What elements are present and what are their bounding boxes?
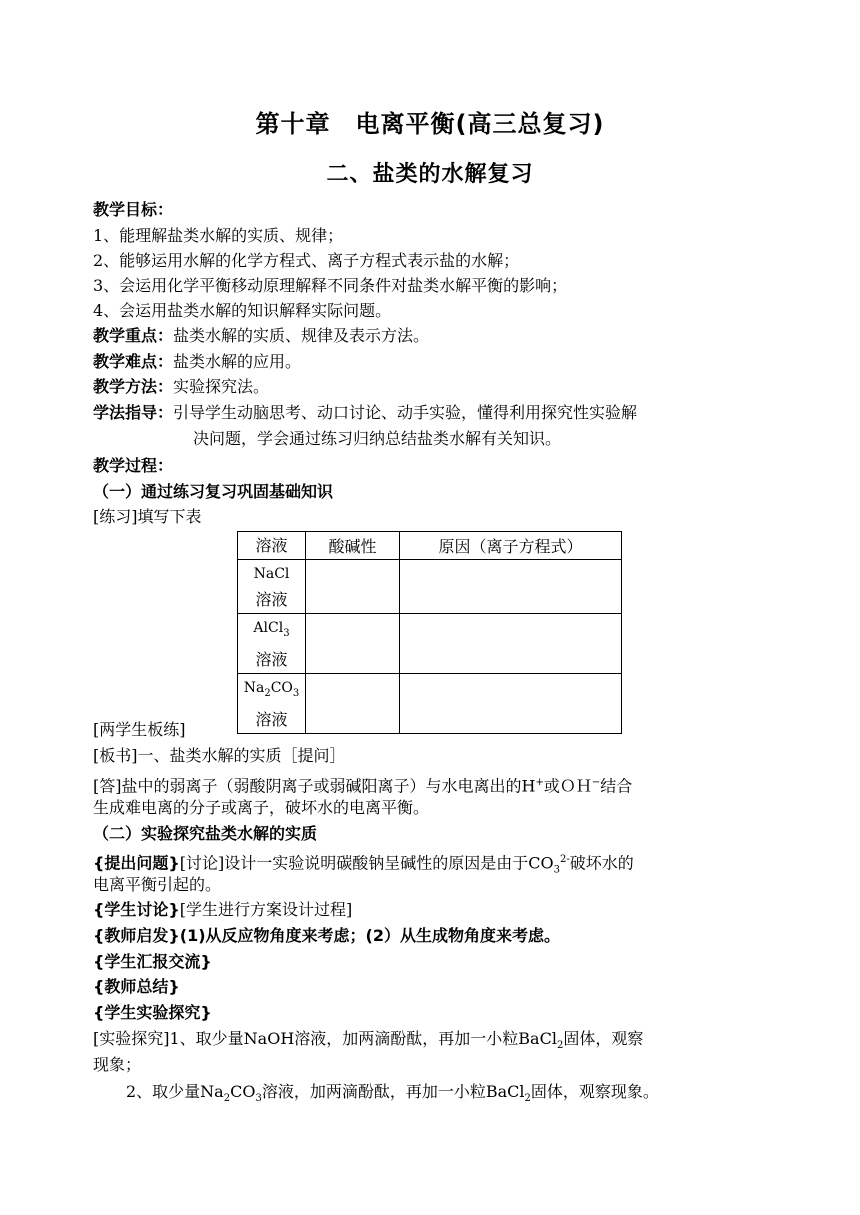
table-header-cell: 原因（离子方程式） (400, 532, 622, 560)
summary-line: {教师总结} (93, 977, 180, 996)
solution-formula: $Na_2CO_3$ (243, 680, 300, 700)
chapter-title: 第十章 电离平衡(高三总复习) (255, 110, 605, 138)
experiment-step-2: 2、取少量$Na_2CO_3$溶液，加两滴酚酞，再加一小粒BaCl$_2$固体，观察现象。 (126, 1082, 659, 1105)
experiment-step-1-cont: 现象； (93, 1055, 142, 1074)
table-header-cell: 溶液 (238, 532, 306, 560)
key-point-text: 盐类水解的实质、规律及表示方法。 (173, 326, 430, 345)
solution-cell (238, 614, 306, 674)
acidity-cell[interactable] (306, 674, 400, 734)
section2-heading: （二）实验探究盐类水解的实质 (93, 824, 318, 843)
guidance-label: 学法指导： (93, 403, 174, 422)
hint-line: {教师启发}(1)从反应物角度来考虑；(2）从生成物角度来考虑。 (93, 926, 561, 945)
objective-item: 2、能够运用水解的化学方程式、离子方程式表示盐的水解； (93, 251, 520, 270)
reason-cell[interactable] (400, 674, 622, 734)
reason-cell[interactable] (400, 614, 622, 674)
solution-word: 溶液 (255, 710, 288, 730)
table-header-row (238, 532, 622, 560)
report-line: {学生汇报交流} (93, 952, 212, 971)
difficulty-text: 盐类水解的应用。 (173, 352, 302, 371)
answer-line-2: 生成难电离的分子或离子，破坏水的电离平衡。 (93, 798, 430, 817)
discussion-line: {学生讨论}[学生进行方案设计过程] (93, 900, 353, 919)
table-row (238, 614, 622, 674)
objective-item: 4、会运用盐类水解的知识解释实际问题。 (93, 301, 392, 320)
objective-item: 1、能理解盐类水解的实质、规律； (93, 226, 344, 245)
key-point-label: 教学重点： (93, 326, 174, 345)
lesson-subtitle: 二、盐类的水解复习 (326, 162, 534, 187)
process-heading: 教学过程： (93, 456, 174, 475)
section1-heading: （一）通过练习复习巩固基础知识 (93, 482, 334, 501)
method-text: 实验探究法。 (173, 377, 270, 396)
acidity-cell[interactable] (306, 560, 400, 614)
solution-formula: NaCl (253, 566, 290, 582)
experiment-step-1: [实验探究]1、取少量NaOH溶液，加两滴酚酞，再加一小粒BaCl$_2$固体，观察 (93, 1029, 644, 1052)
solution-word: 溶液 (255, 650, 288, 670)
key-point-line (93, 324, 429, 348)
solution-cell (238, 560, 306, 614)
hint-label: {教师启发} (93, 926, 180, 945)
table-header-cell: 酸碱性 (306, 532, 400, 560)
guidance-text-1: 引导学生动脑思考、动口讨论、动手实验，懂得利用探究性实验解 (173, 403, 638, 422)
objective-item: 3、会运用化学平衡移动原理解释不同条件对盐类水解平衡的影响； (93, 276, 568, 295)
question-line-1: {提出问题}[讨论]设计一实验说明碳酸钠呈碱性的原因是由于$CO_3^{2-}$破坏水的 (93, 853, 634, 876)
exercise-prompt: [练习]填写下表 (93, 507, 202, 526)
solution-word: 溶液 (255, 590, 288, 609)
experiment-line: {学生实验探究} (93, 1003, 212, 1022)
guidance-text-2: 决问题，学会通过练习归纳总结盐类水解有关知识。 (193, 429, 562, 448)
table-row (238, 560, 622, 614)
reason-cell[interactable] (400, 560, 622, 614)
method-label: 教学方法： (93, 377, 174, 396)
solution-cell (238, 674, 306, 734)
board-practice: [两学生板练] (93, 720, 186, 739)
objectives-heading: 教学目标： (93, 200, 174, 219)
table-row (238, 674, 622, 734)
board-writing: [板书]一、盐类水解的实质［提问］ (93, 746, 346, 765)
difficulty-label: 教学难点： (93, 352, 174, 371)
guidance-line (93, 401, 637, 425)
question-label: {提出问题} (93, 853, 180, 873)
exercise-table (237, 531, 622, 734)
difficulty-line (93, 350, 301, 374)
discussion-label: {学生讨论} (93, 900, 180, 919)
solution-formula: AlCl$_3$ (253, 620, 290, 640)
method-line (93, 375, 269, 399)
answer-line-1: [答]盐中的弱离子（弱酸阴离子或弱碱阳离子）与水电离出的H+或ＯＨ−结合 (93, 776, 633, 796)
question-line-2: 电离平衡引起的。 (93, 875, 222, 894)
acidity-cell[interactable] (306, 614, 400, 674)
